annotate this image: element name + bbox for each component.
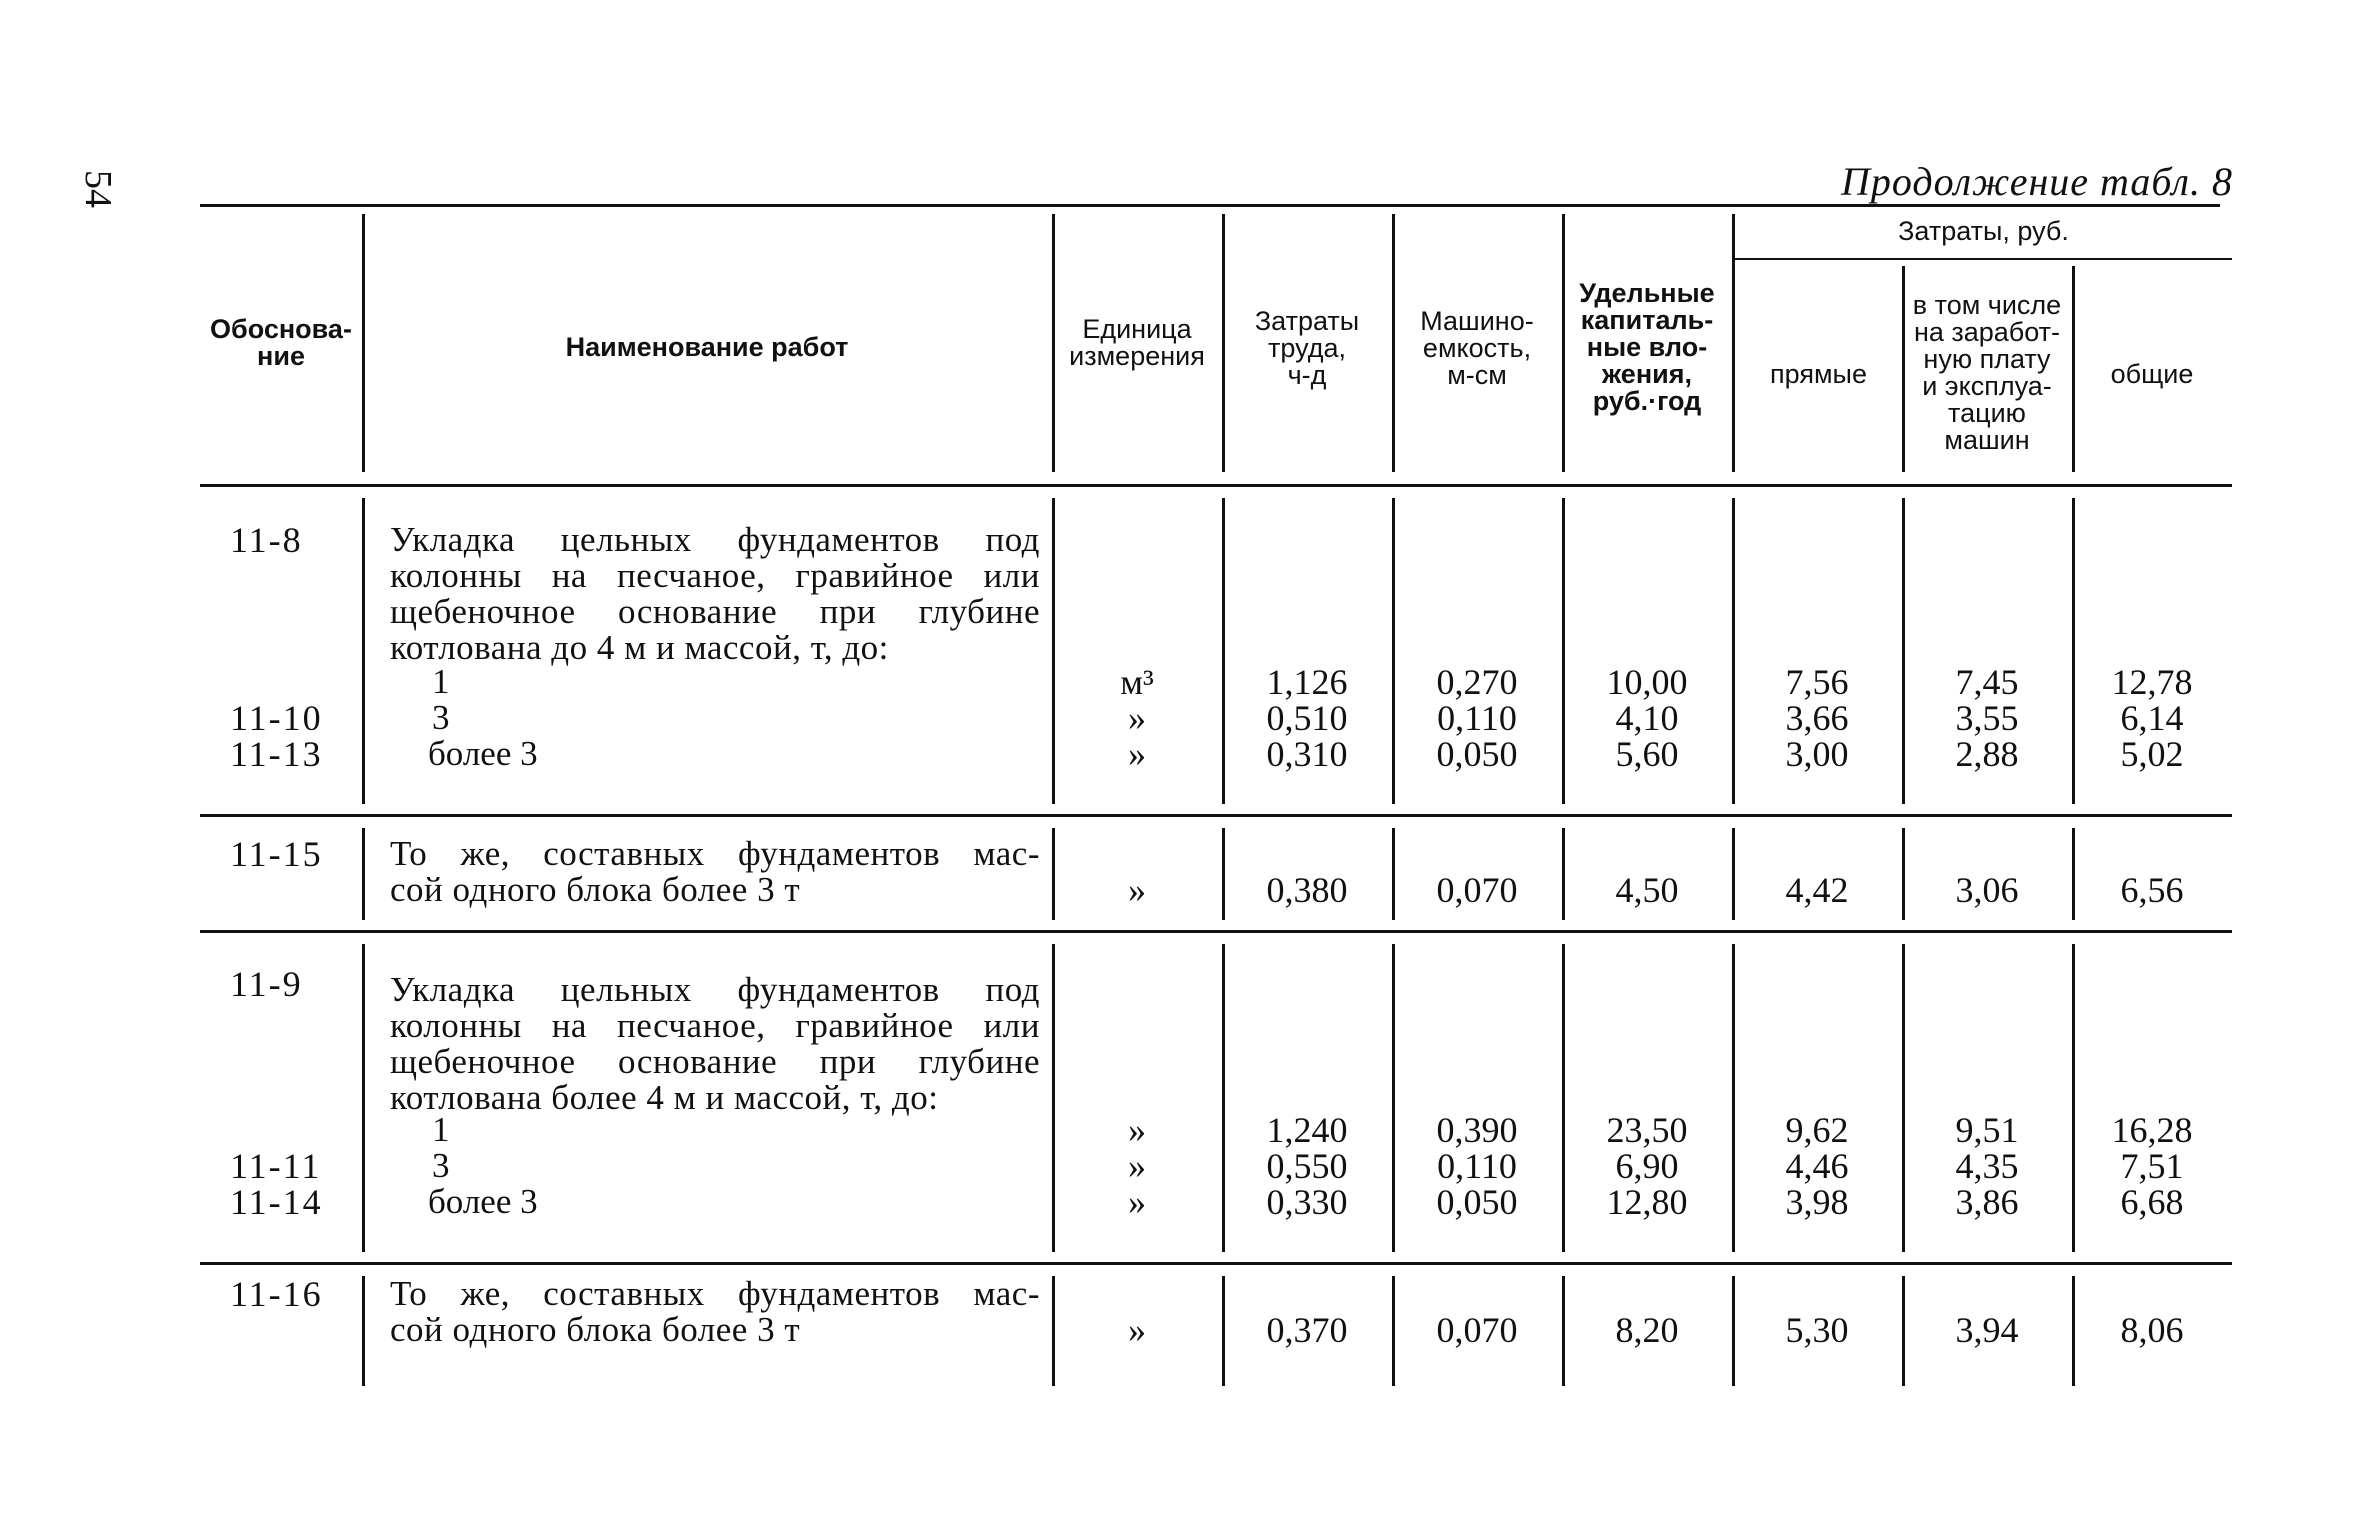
work-description-line: сой одного блока более 3 т: [390, 870, 801, 909]
work-description-line: котлована более 4 м и массой, т, до:: [390, 1078, 939, 1117]
header-total: общие: [2110, 359, 2194, 389]
costs-group-rule: [1735, 258, 2232, 260]
total-value: 8,06: [2120, 1310, 2184, 1350]
weight-option: 1: [432, 662, 450, 701]
units-value: »: [1128, 1110, 1146, 1150]
basis-code: 11-16: [230, 1274, 323, 1314]
machine-value: 0,110: [1437, 1146, 1517, 1186]
direct-value: 3,98: [1785, 1182, 1849, 1222]
labor-value: 1,126: [1266, 662, 1348, 702]
header-capital: Удельные капиталь- ные вло- жения, руб.·год: [1579, 278, 1715, 416]
total-value: 6,56: [2120, 870, 2184, 910]
capital-value: 10,00: [1606, 662, 1688, 702]
incl-value: 7,45: [1955, 662, 2019, 702]
header-name: Наименование работ: [565, 332, 849, 362]
incl-value: 9,51: [1955, 1110, 2019, 1150]
direct-value: 4,46: [1785, 1146, 1849, 1186]
capital-value: 4,50: [1615, 870, 1679, 910]
direct-value: 3,00: [1785, 734, 1849, 774]
machine-value: 0,070: [1436, 870, 1518, 910]
incl-value: 2,88: [1955, 734, 2019, 774]
machine-value: 0,270: [1436, 662, 1518, 702]
header-basis: Обоснова- ние: [210, 314, 352, 371]
work-description-line: То же, составных фундаментов мас-: [390, 1274, 1040, 1313]
section-divider: [362, 828, 365, 920]
section-divider: [362, 944, 365, 1252]
machine-value: 0,390: [1436, 1110, 1518, 1150]
labor-value: 0,550: [1266, 1146, 1348, 1186]
direct-value: 3,66: [1785, 698, 1849, 738]
basis-code: 11-10: [230, 698, 323, 738]
work-description-line: сой одного блока более 3 т: [390, 1310, 801, 1349]
header-direct: прямые: [1770, 359, 1867, 389]
total-value: 5,02: [2120, 734, 2184, 774]
total-value: 6,14: [2120, 698, 2184, 738]
header-incl: в том числе на заработ- ную плату и эксплуа- тацию машин: [1912, 290, 2062, 455]
incl-value: 3,06: [1955, 870, 2019, 910]
work-description-line: колонны на песчаное, гравийное или: [390, 1006, 1040, 1045]
section-rule: [200, 814, 2232, 817]
incl-value: 3,94: [1955, 1310, 2019, 1350]
total-value: 7,51: [2120, 1146, 2184, 1186]
basis-code: 11-9: [230, 964, 303, 1004]
basis-code: 11-11: [230, 1146, 322, 1186]
header-costs-group: Затраты, руб.: [1898, 216, 2069, 246]
capital-value: 8,20: [1615, 1310, 1679, 1350]
work-description-line: колонны на песчаное, гравийное или: [390, 556, 1040, 595]
total-value: 12,78: [2111, 662, 2193, 702]
incl-value: 3,86: [1955, 1182, 2019, 1222]
basis-code: 11-13: [230, 734, 323, 774]
header-bottom-rule: [200, 484, 2232, 487]
units-value: »: [1128, 870, 1146, 910]
weight-option: 3: [432, 698, 450, 737]
continuation-caption: Продолжение табл. 8: [1840, 159, 2233, 204]
work-description-line: щебеночное основание при глубине: [390, 1042, 1040, 1081]
direct-value: 7,56: [1785, 662, 1849, 702]
machine-value: 0,070: [1436, 1310, 1518, 1350]
work-description-line: щебеночное основание при глубине: [390, 592, 1040, 631]
units-value: »: [1128, 698, 1146, 738]
table-top-rule: [200, 204, 2220, 207]
work-description-line: котлована до 4 м и массой, т, до:: [390, 628, 889, 667]
basis-code: 11-8: [230, 520, 303, 560]
basis-code: 11-14: [230, 1182, 323, 1222]
units-value: »: [1128, 1146, 1146, 1186]
total-value: 6,68: [2120, 1182, 2184, 1222]
total-value: 16,28: [2111, 1110, 2193, 1150]
weight-option: 1: [432, 1110, 450, 1149]
section-rule: [200, 1262, 2232, 1265]
capital-value: 23,50: [1606, 1110, 1688, 1150]
labor-value: 0,310: [1266, 734, 1348, 774]
section-divider: [362, 498, 365, 804]
header-labor: Затраты труда, ч-д: [1254, 306, 1360, 390]
labor-value: 0,380: [1266, 870, 1348, 910]
labor-value: 0,330: [1266, 1182, 1348, 1222]
incl-value: 4,35: [1955, 1146, 2019, 1186]
basis-code: 11-15: [230, 834, 323, 874]
weight-option: более 3: [428, 1182, 538, 1221]
section-divider: [362, 1276, 365, 1386]
units-value: м³: [1120, 662, 1154, 702]
machine-value: 0,050: [1436, 734, 1518, 774]
machine-value: 0,050: [1436, 1182, 1518, 1222]
header-unit: Единица измерения: [1069, 314, 1205, 371]
labor-value: 1,240: [1266, 1110, 1348, 1150]
direct-value: 9,62: [1785, 1110, 1849, 1150]
page-number: 54: [77, 170, 119, 208]
work-description-line: Укладка цельных фундаментов под: [390, 970, 1040, 1009]
machine-value: 0,110: [1437, 698, 1517, 738]
header-divider: [1732, 214, 1735, 472]
incl-value: 3,55: [1955, 698, 2019, 738]
direct-value: 5,30: [1785, 1310, 1849, 1350]
weight-option: 3: [432, 1146, 450, 1185]
labor-value: 0,510: [1266, 698, 1348, 738]
units-value: »: [1128, 1182, 1146, 1222]
capital-value: 4,10: [1615, 698, 1679, 738]
work-description-line: Укладка цельных фундаментов под: [390, 520, 1040, 559]
section-rule: [200, 930, 2232, 933]
units-value: »: [1128, 1310, 1146, 1350]
work-description-line: То же, составных фундаментов мас-: [390, 834, 1040, 873]
capital-value: 6,90: [1615, 1146, 1679, 1186]
units-value: »: [1128, 734, 1146, 774]
labor-value: 0,370: [1266, 1310, 1348, 1350]
weight-option: более 3: [428, 734, 538, 773]
capital-value: 5,60: [1615, 734, 1679, 774]
direct-value: 4,42: [1785, 870, 1849, 910]
capital-value: 12,80: [1606, 1182, 1688, 1222]
header-machine: Машино- емкость, м-см: [1420, 306, 1534, 390]
